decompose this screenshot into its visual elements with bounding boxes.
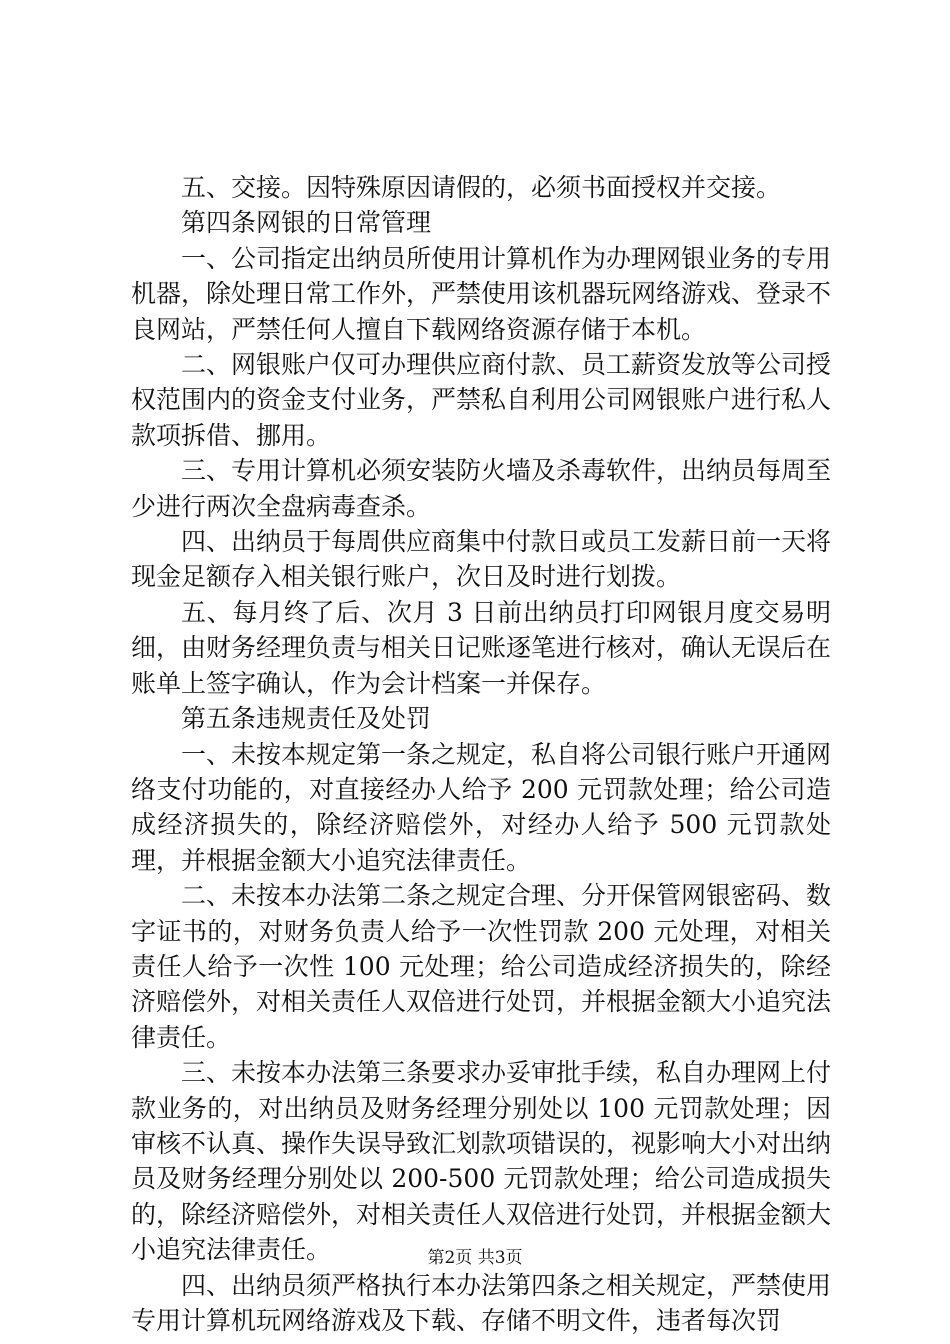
document-body <box>131 170 831 1338</box>
paragraph-handover: 五、交接。因特殊原因请假的，必须书面授权并交接。 <box>181 173 782 202</box>
paragraph-penalty-1: 一、未按本规定第一条之规定，私自将公司银行账户开通网络支付功能的，对直接经办人给予 200 元罚款处理；给公司造成经济损失的，除经济赔偿外，对经办人给予 500 元罚款处理，并根据金额大小追究法律责任。 <box>131 739 832 875</box>
paragraph-antivirus: 三、专用计算机必须安装防火墙及杀毒软件，出纳员每周至少进行两次全盘病毒查杀。 <box>131 456 832 521</box>
paragraph-penalty-3: 三、未按本办法第三条要求办妥审批手续，私自办理网上付款业务的，对出纳员及财务经理分别处以 100 元罚款处理；因审核不认真、操作失误导致汇划款项错误的，视影响大小对出纳员及财务经理分别处以 200-500 元罚款处理；给公司造成损失的，除经济赔偿外，对相关责任人双倍进行处罚，并根据金额大小追究法律责任。 <box>131 1058 832 1265</box>
page-number-footer: 第2页 共3页 <box>427 1248 523 1268</box>
section-heading-article-4: 第四条网银的日常管理 <box>181 208 432 238</box>
paragraph-penalty-4: 四、出纳员须严格执行本办法第四条之相关规定，严禁使用专用计算机玩网络游戏及下载、存储不明文件，违者每次罚 <box>131 1270 832 1335</box>
paragraph-penalty-2: 二、未按本办法第二条之规定合理、分开保管网银密码、数字证书的，对财务负责人给予一次性罚款 200 元处理，对相关责任人给予一次性 100 元处理；给公司造成经济损失的，除经济赔偿外，对相关责任人双倍进行处罚，并根据金额大小追究法律责任。 <box>131 881 832 1052</box>
paragraph-account-usage: 二、网银账户仅可办理供应商付款、员工薪资发放等公司授权范围内的资金支付业务，严禁私自利用公司网银账户进行私人款项拆借、挪用。 <box>131 350 832 450</box>
paragraph-cash-deposit: 四、出纳员于每周供应商集中付款日或员工发薪日前一天将现金足额存入相关银行账户，次日及时进行划拨。 <box>131 527 832 592</box>
paragraph-monthly-reconciliation: 五、每月终了后、次月 3 日前出纳员打印网银月度交易明细，由财务经理负责与相关日记账逐笔进行核对，确认无误后在账单上签字确认，作为会计档案一并保存。 <box>131 597 832 698</box>
section-heading-article-5: 第五条违规责任及处罚 <box>181 704 432 734</box>
paragraph-dedicated-computer: 一、公司指定出纳员所使用计算机作为办理网银业务的专用机器，除处理日常工作外，严禁使用该机器玩网络游戏、登录不良网站，严禁任何人擅自下载网络资源存储于本机。 <box>131 243 832 344</box>
